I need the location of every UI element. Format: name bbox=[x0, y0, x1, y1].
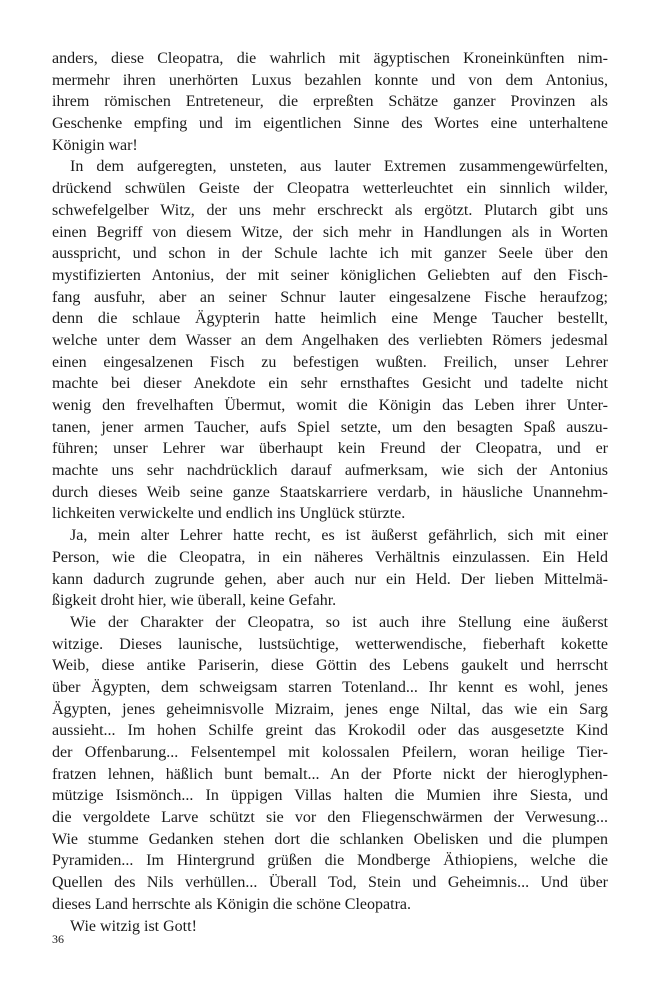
text-line: durch dieses Weib seine ganze Staatskarriere verdarb, in häusliche Unannehm- bbox=[52, 483, 608, 501]
text-line: einen eingesalzenen Fisch zu befestigen wußten. Freilich, unser Lehrer bbox=[52, 353, 608, 371]
text-line: Person, wie die Cleopatra, in ein näheres Verhältnis einzulassen. Ein Held bbox=[52, 548, 608, 566]
text-line: Geschenke empfing und im eigentlichen Sinne des Wortes eine unterhaltene bbox=[52, 115, 608, 133]
text-line: welche unter dem Wasser an dem Angelhaken des verliebten Römers jedesmal bbox=[52, 331, 608, 349]
text-line: ßigkeit droht hier, wie überall, keine Gefahr. bbox=[52, 592, 337, 610]
text-line: schwefelgelber Witz, der uns mehr erschreckt als ergötzt. Plutarch gibt uns bbox=[52, 201, 608, 219]
text-line: anders, diese Cleopatra, die wahrlich mit ägyptischen Kroneinkünften nim- bbox=[52, 50, 608, 67]
text-line: fang ausfuhr, aber an seiner Schnur lauter eingesalzene Fische heraufzog; bbox=[52, 288, 608, 306]
text-line: lichkeiten verwickelte und endlich ins Unglück stürzte. bbox=[52, 505, 406, 523]
text-line: tanen, jener armen Taucher, aufs Spiel setzte, um den besagten Spaß auszu- bbox=[52, 418, 608, 436]
text-line: In dem aufgeregten, unsteten, aus lauter Extremen zusammengewürfelten, bbox=[70, 158, 608, 176]
text-line: Wie witzig ist Gott! bbox=[70, 917, 197, 935]
text-line: witzige. Dieses launische, lustsüchtige, wetterwendische, fieberhaft kokette bbox=[52, 635, 608, 653]
text-line: Ja, mein alter Lehrer hatte recht, es ist äußerst gefährlich, sich mit einer bbox=[70, 527, 608, 545]
text-line: machte bei dieser Anekdote ein sehr ernsthaftes Gesicht und tadelte nicht bbox=[52, 375, 608, 393]
text-line: Weib, diese antike Pariserin, diese Göttin des Lebens gaukelt und herrscht bbox=[52, 657, 608, 675]
text-line: die vergoldete Larve schützt sie vor den Fliegenschwärmen der Verwesung... bbox=[52, 809, 608, 827]
text-line: dieses Land herrschte als Königin die schöne Cleopatra. bbox=[52, 895, 411, 913]
text-line: drückend schwülen Geiste der Cleopatra wetterleuchtet ein sinnlich wilder, bbox=[52, 180, 608, 198]
text-line: kann dadurch zugrunde gehen, aber auch nur ein Held. Der lieben Mittelmä- bbox=[52, 570, 608, 588]
text-line: Quellen des Nils verhüllen... Überall Tod, Stein und Geheimnis... Und über bbox=[52, 874, 608, 892]
text-line: einen Begriff von diesem Witze, der sich mehr in Handlungen als in Worten bbox=[52, 223, 608, 241]
text-line: mützige Isismönch... In üppigen Villas halten die Mumien ihre Siesta, und bbox=[52, 787, 608, 805]
text-line: über Ägypten, dem schweigsam starren Totenland... Ihr kennt es wohl, jenes bbox=[52, 678, 608, 696]
text-line: Pyramiden... Im Hintergrund grüßen die Mondberge Äthiopiens, welche die bbox=[52, 852, 608, 870]
text-line: wenig den frevelhaften Übermut, womit die Königin das Leben ihrer Unter- bbox=[52, 397, 608, 414]
text-line: Ägypten, jenes geheimnisvolle Mizraim, jenes enge Niltal, das wie ein Sarg bbox=[52, 700, 608, 718]
text-line: Wie der Charakter der Cleopatra, so ist auch ihre Stellung eine äußerst bbox=[70, 613, 608, 631]
text-line: aussieht... Im hohen Schilfe greint das Krokodil oder das ausgesetzte Kind bbox=[52, 722, 608, 740]
text-line: Wie stumme Gedanken stehen dort die schlanken Obelisken und die plumpen bbox=[52, 830, 608, 848]
text-line: machte uns sehr nachdrücklich darauf aufmerksam, wie sich der Antonius bbox=[52, 462, 608, 480]
page-body bbox=[52, 48, 608, 937]
text-line: denn die schlaue Ägypterin hatte heimlich eine Menge Taucher bestellt, bbox=[52, 310, 608, 328]
page-number: 36 bbox=[52, 932, 64, 946]
text-line: führen; unser Lehrer war überhaupt kein Freund der Cleopatra, und er bbox=[52, 440, 608, 458]
text-line: Königin war! bbox=[52, 136, 138, 154]
text-line: mermehr ihren unerhörten Luxus bezahlen konnte und von dem Antonius, bbox=[52, 71, 608, 89]
text-line: ihrem römischen Entreteneur, die erpreßten Schätze ganzer Provinzen als bbox=[52, 93, 608, 111]
text-line: ausspricht, und schon in der Schule lachte ich mit ganzer Seele über den bbox=[52, 245, 608, 263]
text-line: fratzen lehnen, häßlich bunt bemalt... An der Pforte nickt der hieroglyphen- bbox=[52, 765, 608, 783]
text-line: mystifizierten Antonius, der mit seiner königlichen Geliebten auf den Fisch- bbox=[52, 266, 608, 284]
text-line: der Offenbarung... Felsentempel mit kolossalen Pfeilern, woran heilige Tier- bbox=[52, 744, 608, 761]
